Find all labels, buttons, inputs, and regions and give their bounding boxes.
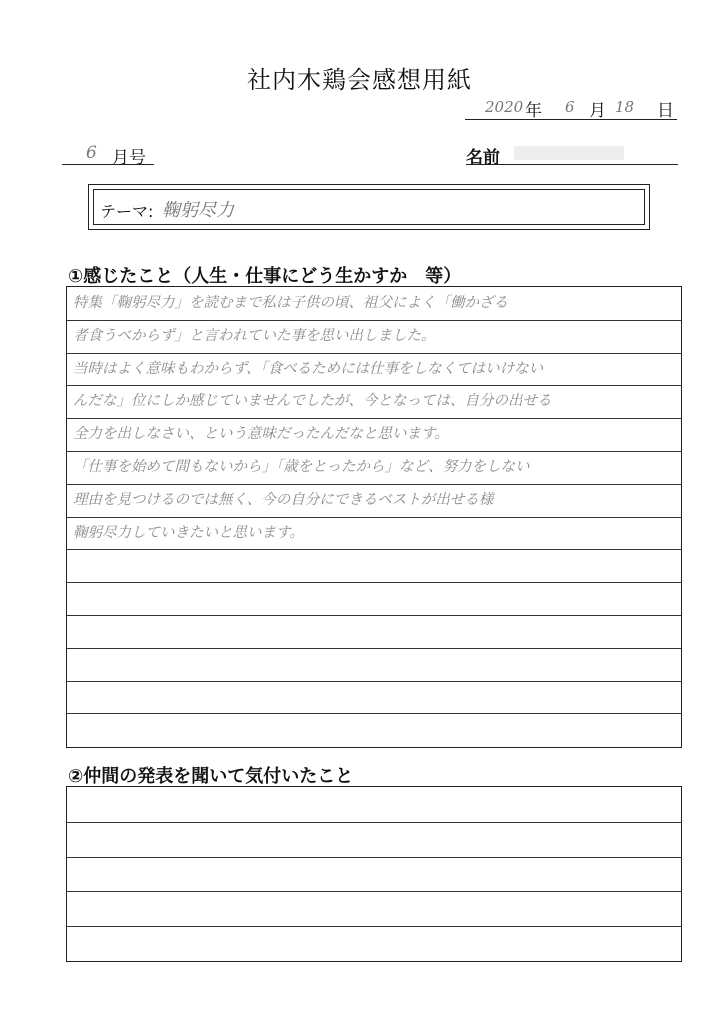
- writing-line: 当時はよく意味もわからず、「食べるためには仕事をしなくてはいけない: [67, 353, 681, 387]
- theme-box: [88, 184, 650, 230]
- date-month-unit: 月: [589, 101, 606, 121]
- writing-line: 理由を見つけるのでは無く、今の自分にできるベストが出せる様: [67, 484, 681, 518]
- writing-line: 鞠躬尽力していきたいと思います。: [67, 517, 681, 551]
- date-year: 2020: [485, 98, 524, 116]
- issue-field: [62, 143, 154, 168]
- name-underline: [466, 164, 678, 165]
- writing-line: [67, 582, 681, 616]
- writing-line: [67, 787, 681, 823]
- theme-value: 鞠躬尽力: [162, 200, 234, 221]
- writing-line: [67, 926, 681, 961]
- theme-label: テーマ:: [100, 202, 154, 221]
- date-day-unit: 日: [657, 101, 674, 121]
- writing-line: [67, 615, 681, 649]
- name-field: [466, 143, 678, 168]
- writing-line: んだな」位にしか感じていませんでしたが、今となっては、自分の出せる: [67, 385, 681, 419]
- writing-line: [67, 648, 681, 682]
- date-month: 6: [565, 98, 575, 116]
- section1-heading: ①感じたこと（人生・仕事にどう生かすか 等）: [68, 266, 462, 287]
- writing-line: [67, 713, 681, 746]
- writing-line: [67, 822, 681, 858]
- issue-underline: [62, 164, 154, 165]
- writing-line: [67, 681, 681, 715]
- date-day: 18: [615, 98, 635, 116]
- writing-line: [67, 549, 681, 583]
- form-title: 社内木鶏会感想用紙: [247, 66, 472, 94]
- section2-lines: [66, 786, 682, 962]
- writing-line: 全力を出しなさい、という意味だったんだなと思います。: [67, 418, 681, 452]
- section1-lines: [66, 286, 682, 748]
- writing-line: 「仕事を始めて間もないから」「歳をとったから」など、努力をしない: [67, 451, 681, 485]
- writing-line: [67, 891, 681, 927]
- name-redacted: [514, 146, 624, 160]
- theme-inner: [93, 189, 645, 225]
- issue-month: 6: [86, 143, 97, 163]
- date-year-unit: 年: [525, 101, 542, 121]
- writing-line: 特集「鞠躬尽力」を読むまで私は子供の頃、祖父によく「働かざる: [67, 287, 681, 321]
- date-underline: [465, 119, 677, 120]
- writing-line: 者食うべからず」と言われていた事を思い出しました。: [67, 320, 681, 354]
- section2-heading: ②仲間の発表を聞いて気付いたこと: [68, 766, 354, 787]
- writing-line: [67, 857, 681, 893]
- date-field: [465, 96, 677, 120]
- name-label: 名前: [466, 148, 500, 168]
- issue-label: 月号: [112, 148, 146, 168]
